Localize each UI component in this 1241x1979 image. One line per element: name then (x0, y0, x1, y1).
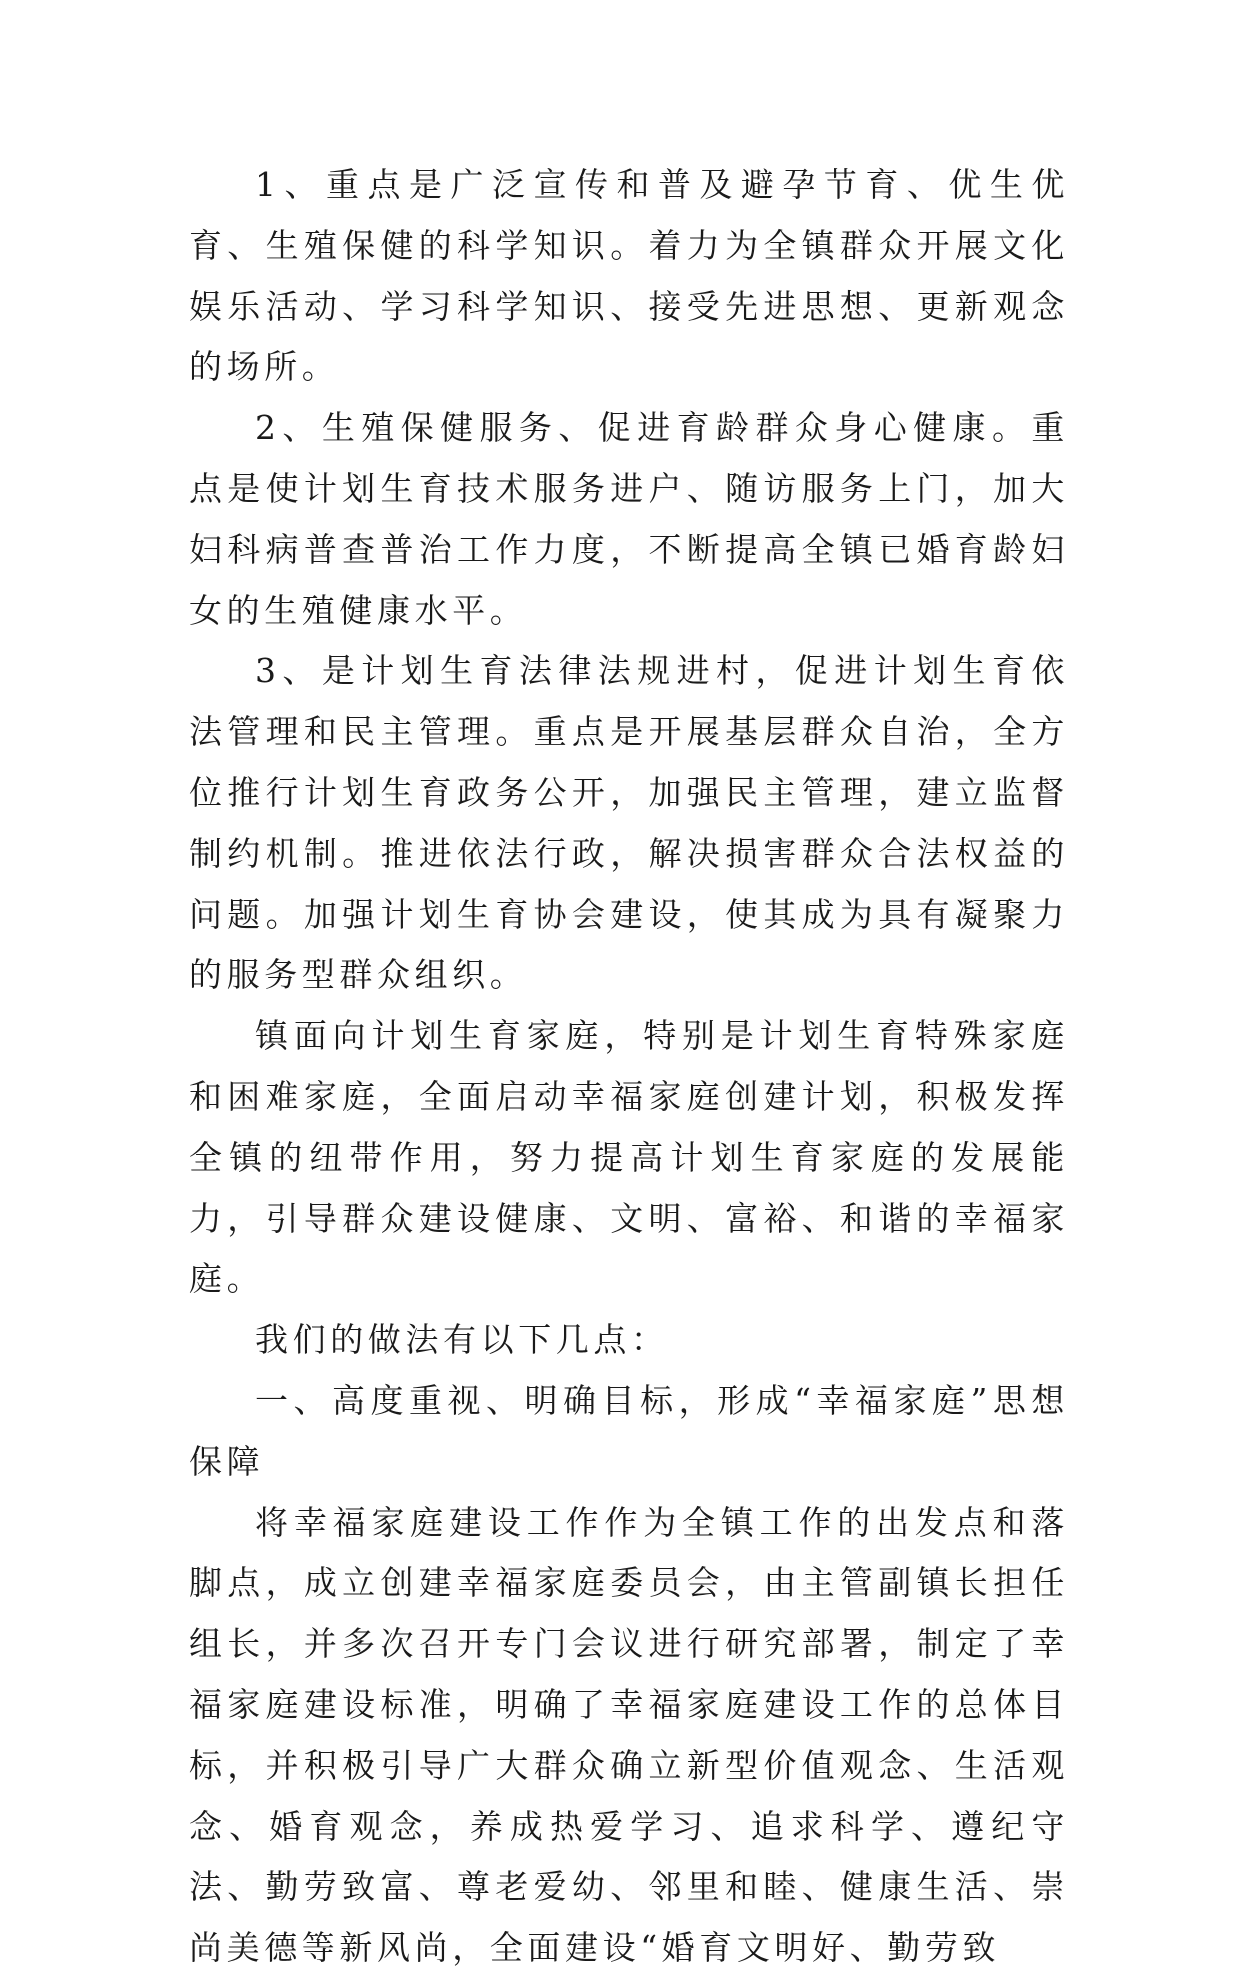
document-body (189, 155, 1069, 1979)
paragraph-3: 3、是计划生育法律法规进村，促进计划生育依法管理和民主管理。重点是开展基层群众自治，全方位推行计划生育政务公开，加强民主管理，建立监督制约机制。推进依法行政，解决损害群众合法权益的问题。加强计划生育协会建设，使其成为具有凝聚力的服务型群众组织。 (189, 651, 1069, 995)
paragraph-5: 我们的做法有以下几点： (255, 1320, 669, 1360)
section-heading-1: 一、高度重视、明确目标，形成“幸福家庭”思想保障 (189, 1380, 1069, 1481)
paragraph-2: 2、生殖保健服务、促进育龄群众身心健康。重点是使计划生育技术服务进户、随访服务上门，加大妇科病普查普治工作力度，不断提高全镇已婚育龄妇女的生殖健康水平。 (189, 408, 1069, 630)
paragraph-1: 1、重点是广泛宣传和普及避孕节育、优生优育、生殖保健的科学知识。着力为全镇群众开展文化娱乐活动、学习科学知识、接受先进思想、更新观念的场所。 (189, 165, 1069, 387)
paragraph-6: 将幸福家庭建设工作作为全镇工作的出发点和落脚点，成立创建幸福家庭委员会，由主管副镇长担任组长，并多次召开专门会议进行研究部署，制定了幸福家庭建设标准，明确了幸福家庭建设工作的总体目标，并积极引导广大群众确立新型价值观念、生活观念、婚育观念，养成热爱学习、追求科学、遵纪守法、勤劳致富、尊老爱幼、邻里和睦、健康生活、崇尚美德等新风尚，全面建设“婚育文明好、勤劳致 (189, 1502, 1069, 1968)
paragraph-4: 镇面向计划生育家庭，特别是计划生育特殊家庭和困难家庭，全面启动幸福家庭创建计划，积极发挥全镇的纽带作用，努力提高计划生育家庭的发展能力，引导群众建设健康、文明、富裕、和谐的幸福家庭。 (189, 1016, 1069, 1299)
